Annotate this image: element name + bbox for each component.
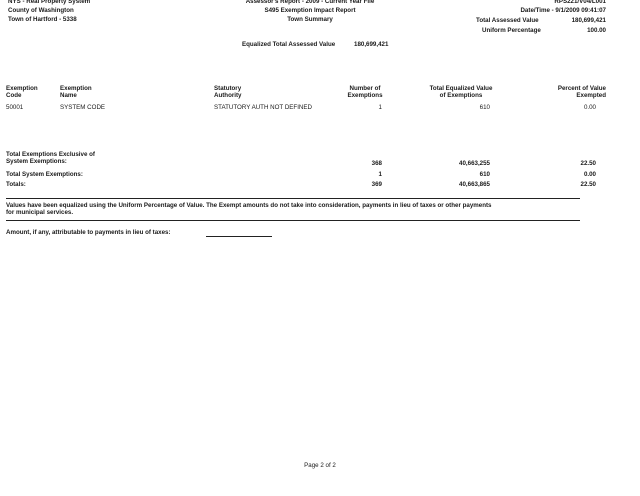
totals-grand-number: 369	[371, 181, 382, 188]
uniform-pct-value: 100.00	[587, 27, 606, 34]
totals-system-number: 1	[378, 171, 382, 178]
row-percent: 0.00	[583, 104, 596, 111]
totals-grand-label: Totals:	[6, 181, 26, 188]
total-assessed-value: 180,699,421	[571, 17, 606, 24]
report-datetime: Date/Time - 9/1/2009 09:41:07	[520, 7, 606, 14]
col-authority: Statutory Authority	[214, 85, 242, 100]
totals-system-percent: 0.00	[583, 171, 596, 178]
col-equalized: Total Equalized Value of Exemptions	[429, 85, 493, 100]
row-name: SYSTEM CODE	[60, 104, 106, 111]
equalized-label: Equalized Total Assessed Value	[242, 41, 336, 48]
report-code: RPS221/V04/L001	[554, 0, 606, 5]
divider-top	[6, 198, 580, 199]
town-name: Town of Hartford - 5338	[8, 16, 77, 23]
totals-grand-value: 40,663,865	[459, 181, 490, 188]
footnote: Values have been equalized using the Uniform Percentage of Value. The Exempt amounts do not take into consideration, payments in lieu of taxes or other payments for municipal services.	[6, 202, 492, 217]
pilot-blank-line	[206, 236, 272, 237]
totals-exclusive-number: 368	[371, 160, 382, 167]
total-assessed-label: Total Assessed Value	[476, 17, 539, 24]
totals-grand-percent: 22.50	[580, 181, 596, 188]
totals-system-label: Total System Exemptions:	[6, 171, 83, 178]
col-name: Exemption Name	[60, 85, 92, 100]
report-scope: Town Summary	[287, 16, 333, 23]
col-percent: Percent of Value Exempted	[557, 85, 606, 100]
report-title: Assessor's Report - 2009 - Current Year File	[245, 0, 375, 5]
totals-exclusive-percent: 22.50	[580, 160, 596, 167]
pilot-label: Amount, if any, attributable to payments in lieu of taxes:	[6, 229, 171, 236]
equalized-value: 180,699,421	[354, 41, 389, 48]
row-value: 610	[479, 104, 490, 111]
col-code: Exemption Code	[6, 85, 38, 100]
divider-bottom	[6, 220, 580, 221]
report-subtitle: S495 Exemption Impact Report	[264, 7, 356, 14]
uniform-pct-label: Uniform Percentage	[482, 27, 541, 34]
totals-exclusive-label: Total Exemptions Exclusive of System Exemptions:	[6, 151, 95, 166]
county-name: County of Washington	[8, 7, 74, 14]
row-number: 1	[378, 104, 382, 111]
row-code: 50001	[6, 104, 24, 111]
totals-system-value: 610	[479, 171, 490, 178]
col-number: Number of Exemptions	[347, 85, 383, 100]
page-number: Page 2 of 2	[304, 462, 336, 469]
system-name: NYS - Real Property System	[8, 0, 91, 5]
totals-exclusive-value: 40,663,255	[459, 160, 490, 167]
row-authority: STATUTORY AUTH NOT DEFINED	[214, 104, 312, 111]
